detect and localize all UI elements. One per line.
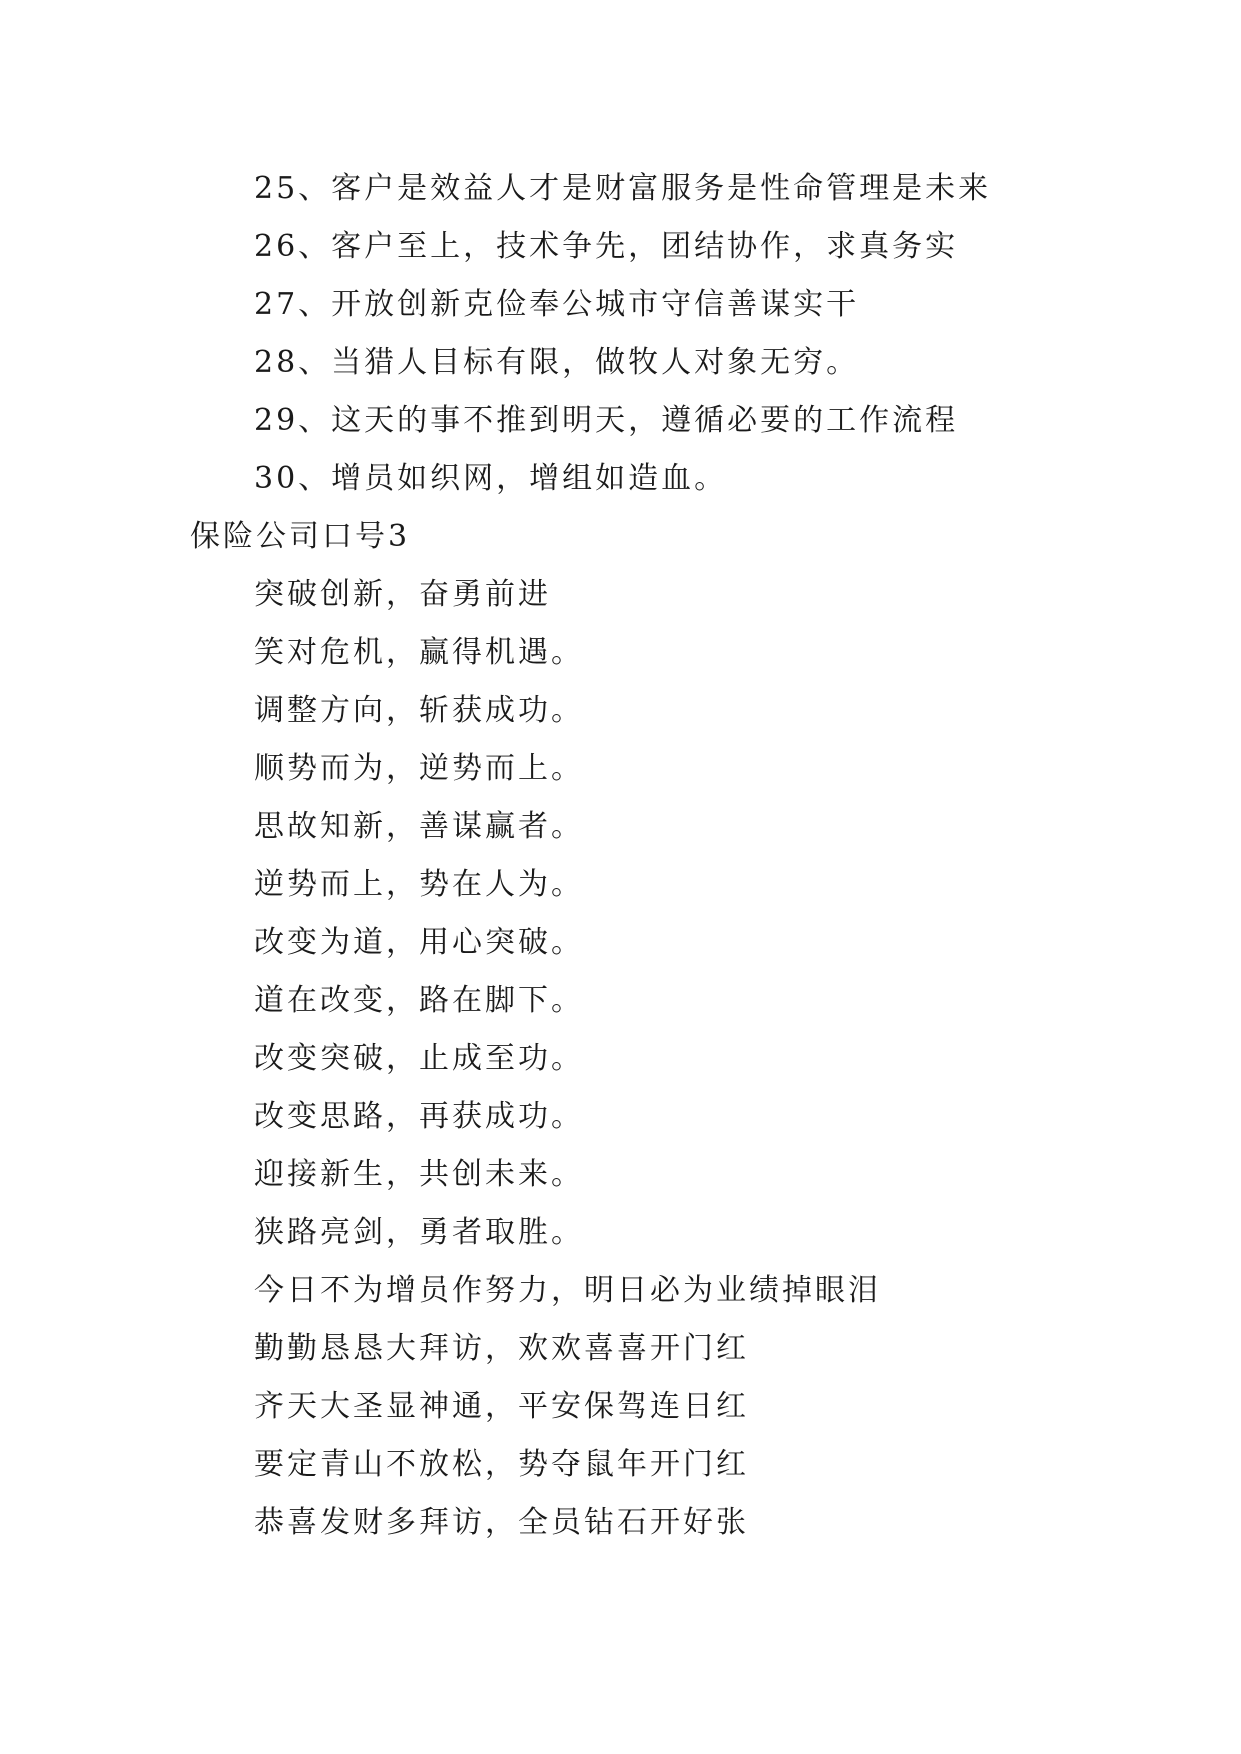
slogan-line: 狭路亮剑，勇者取胜。: [254, 1215, 584, 1250]
numbered-item: 28、当猎人目标有限，做牧人对象无穷。: [254, 345, 860, 380]
slogan-line: 改变突破，止成至功。: [254, 1041, 584, 1076]
numbered-item: 27、开放创新克俭奉公城市守信善谋实干: [254, 287, 860, 322]
numbered-item: 26、客户至上，技术争先，团结协作，求真务实: [254, 229, 959, 264]
slogan-line: 改变思路，再获成功。: [254, 1099, 584, 1134]
slogan-line: 恭喜发财多拜访，全员钻石开好张: [254, 1505, 749, 1540]
slogan-line: 调整方向，斩获成功。: [254, 693, 584, 728]
numbered-item: 25、客户是效益人才是财富服务是性命管理是未来: [254, 171, 992, 206]
slogan-line: 迎接新生，共创未来。: [254, 1157, 584, 1192]
slogan-line: 顺势而为，逆势而上。: [254, 751, 584, 786]
slogan-line: 要定青山不放松，势夺鼠年开门红: [254, 1447, 749, 1482]
numbered-item: 30、增员如织网，增组如造血。: [254, 461, 728, 496]
slogan-line: 勤勤恳恳大拜访，欢欢喜喜开门红: [254, 1331, 749, 1366]
slogan-line: 改变为道，用心突破。: [254, 925, 584, 960]
numbered-item: 29、这天的事不推到明天，遵循必要的工作流程: [254, 403, 959, 438]
slogan-line: 笑对危机，赢得机遇。: [254, 635, 584, 670]
slogan-line: 道在改变，路在脚下。: [254, 983, 584, 1018]
slogan-line: 今日不为增员作努力，明日必为业绩掉眼泪: [254, 1273, 881, 1308]
slogan-line: 思故知新，善谋赢者。: [254, 809, 584, 844]
document-body: [0, 160, 1241, 1552]
section-heading: 保险公司口号3: [190, 519, 411, 554]
slogan-line: 齐天大圣显神通，平安保驾连日红: [254, 1389, 749, 1424]
slogan-line: 突破创新，奋勇前进: [254, 577, 551, 612]
slogan-line: 逆势而上，势在人为。: [254, 867, 584, 902]
